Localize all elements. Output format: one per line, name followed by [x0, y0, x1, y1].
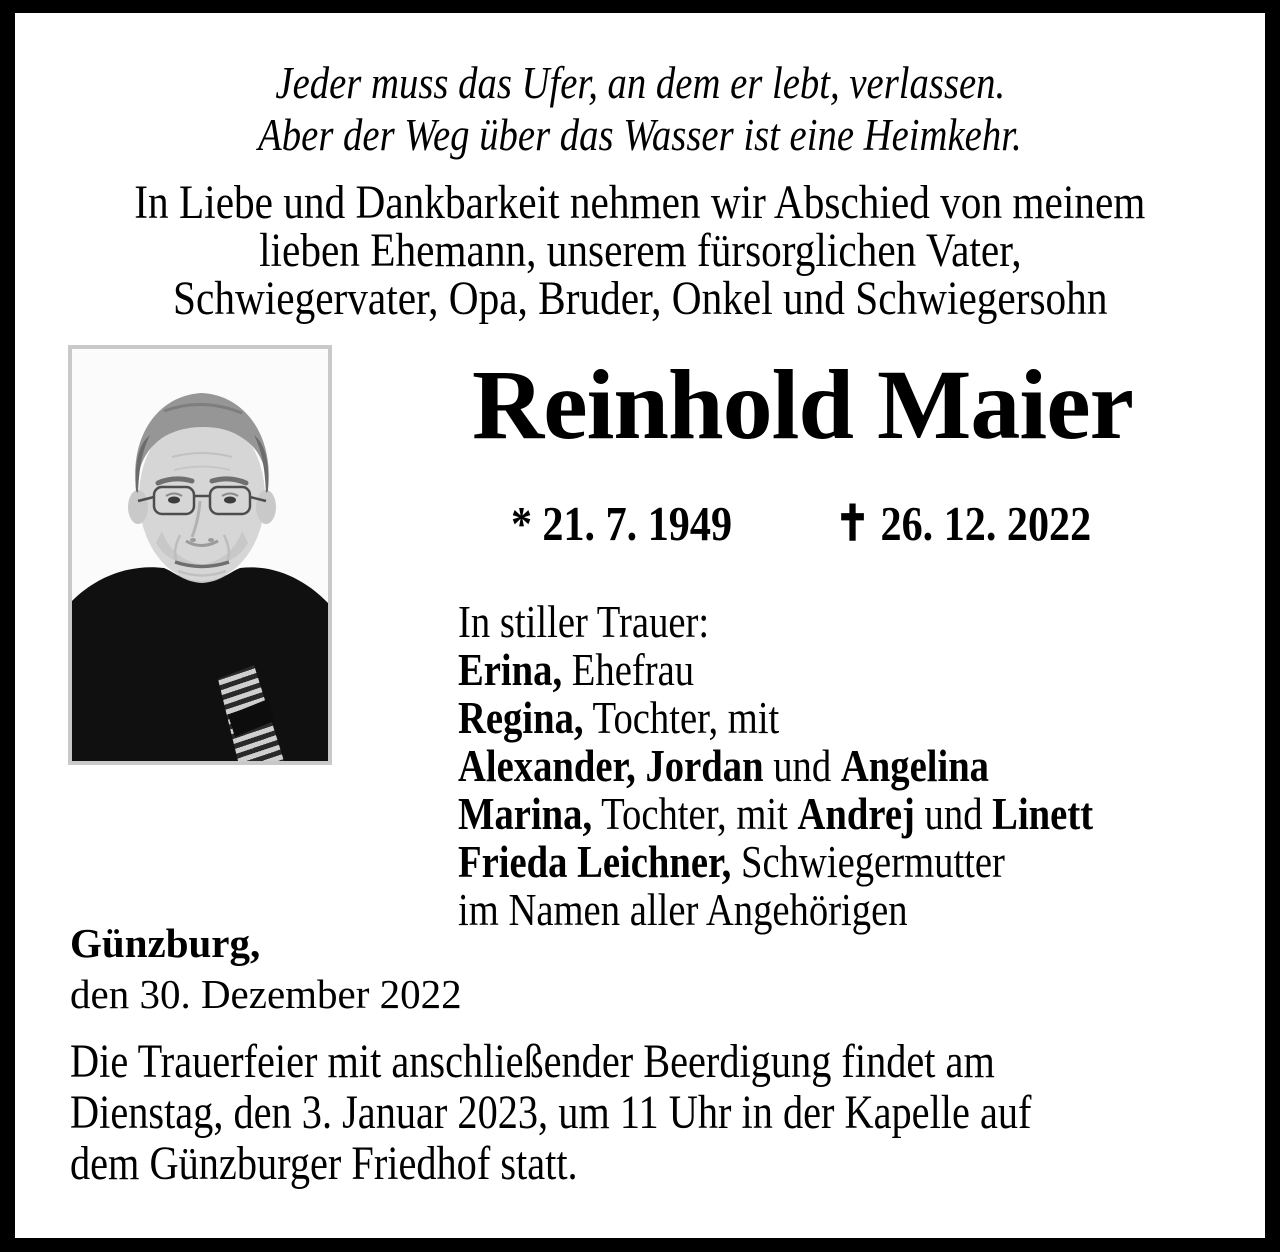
text-segment: Tochter, mit	[583, 692, 780, 743]
mourner-line	[458, 694, 1214, 742]
text-segment: Frieda Leichner,	[458, 836, 732, 887]
text-segment: Linett	[992, 788, 1094, 839]
mourner-line	[458, 790, 1214, 838]
funeral-line	[70, 1087, 1215, 1138]
notice-date: den 30. Dezember 2022	[70, 971, 462, 1017]
text-segment: Marina,	[458, 788, 593, 839]
deceased-block	[350, 349, 1255, 552]
mourner-line	[458, 742, 1214, 790]
memorial-quote	[15, 57, 1265, 161]
text-segment: im Namen aller Angehörigen	[458, 884, 908, 935]
quote-line-text: Jeder muss das Ufer, an dem er lebt, verlassen.	[275, 58, 1005, 108]
funeral-info	[70, 1036, 1215, 1189]
text-segment: und	[763, 740, 841, 791]
text-segment: Alexander, Jordan	[458, 740, 764, 791]
intro-line-text: In Liebe und Dankbarkeit nehmen wir Abschied von meinem	[134, 176, 1146, 229]
text-segment: Regina,	[458, 692, 584, 743]
funeral-line	[70, 1138, 1215, 1189]
portrait-photo	[68, 345, 332, 765]
portrait-photo-illustration	[72, 349, 328, 761]
deceased-name: Reinhold Maier	[472, 349, 1133, 460]
text-segment: und	[914, 788, 993, 839]
intro-line	[15, 272, 1265, 325]
life-dates	[350, 495, 1255, 552]
birth-date-text: 21. 7. 1949	[542, 496, 732, 551]
birth-date	[493, 495, 750, 552]
place-date-block	[70, 918, 462, 1020]
death-date	[814, 495, 1112, 552]
funeral-line-text: Die Trauerfeier mit anschließender Beerdigung findet am	[70, 1035, 995, 1088]
cross-icon: ✝	[834, 496, 871, 551]
place-name: Günzburg,	[70, 920, 261, 966]
mourners-heading	[458, 598, 1214, 646]
quote-line	[15, 57, 1265, 109]
quote-line-text: Aber der Weg über das Wasser ist eine Heimkehr.	[258, 110, 1022, 160]
birth-star-icon: *	[510, 496, 532, 551]
mourner-line	[458, 886, 1214, 934]
text-segment: Schwiegermutter	[731, 836, 1005, 887]
mourners-heading-text: In stiller Trauer:	[458, 596, 710, 647]
intro-line	[15, 224, 1265, 277]
mourner-line-text	[458, 838, 1005, 886]
mourner-line	[458, 646, 1214, 694]
mourner-line-text	[458, 694, 779, 742]
intro-text	[15, 176, 1265, 325]
mourner-line-text	[458, 742, 989, 790]
funeral-line-text: Dienstag, den 3. Januar 2023, um 11 Uhr in der Kapelle auf	[70, 1086, 1032, 1139]
text-segment: Tochter, mit	[592, 788, 798, 839]
text-segment: Andrej	[797, 788, 915, 839]
text-segment: Ehefrau	[562, 644, 695, 695]
intro-line	[15, 176, 1265, 229]
intro-line-text: lieben Ehemann, unserem fürsorglichen Vater,	[258, 224, 1022, 277]
mourner-line-text	[458, 790, 1093, 838]
text-segment: Erina,	[458, 644, 563, 695]
mourner-line-text	[458, 646, 694, 694]
death-date-text: 26. 12. 2022	[880, 496, 1092, 551]
mourner-line	[458, 838, 1214, 886]
intro-line-text: Schwiegervater, Opa, Bruder, Onkel und Schwiegersohn	[172, 272, 1108, 325]
mourner-line-text	[458, 886, 908, 934]
mourners-list	[458, 598, 1214, 934]
funeral-line-text: dem Günzburger Friedhof statt.	[70, 1137, 578, 1190]
funeral-line	[70, 1036, 1215, 1087]
text-segment: Angelina	[840, 740, 990, 791]
quote-line	[15, 109, 1265, 161]
